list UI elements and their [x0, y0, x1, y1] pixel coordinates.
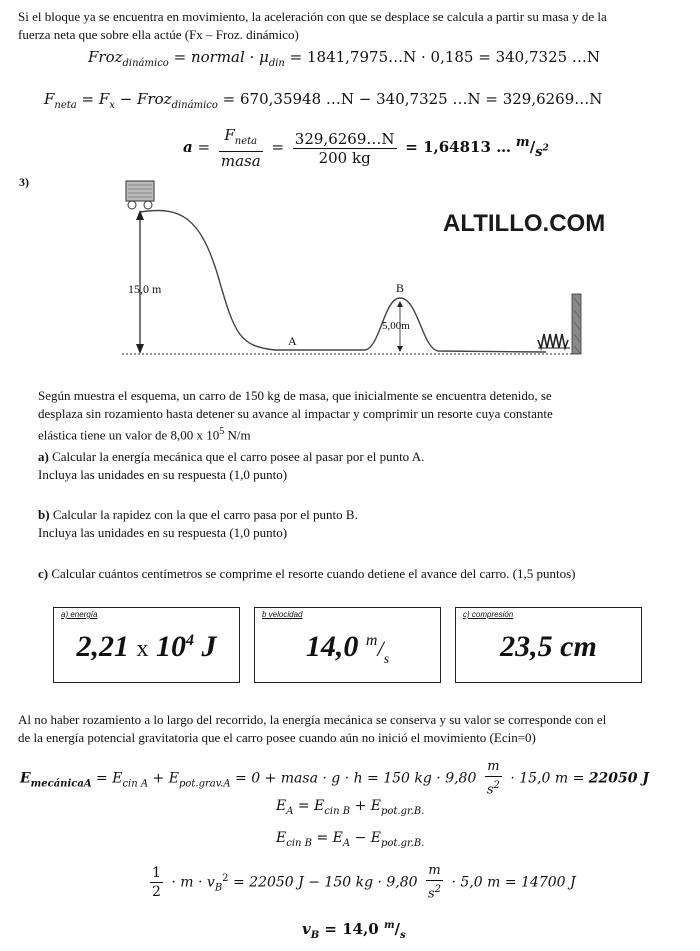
intro-line-1: Si el bloque ya se encuentra en movimiento, la aceleración con que se desplace se calcula a partir su masa y de la	[18, 9, 607, 24]
eq2-fx-sub: x	[109, 100, 115, 111]
roller-coaster-diagram	[100, 176, 600, 360]
equation-velocity-b: $v_B = 14,0$ $^m/_s$	[302, 920, 406, 941]
equation-acceleration: a = $\frac{F_{neta}}{\text{masa}}$ = $\frac{329,6269\dots N}{200 kg}$ = 1,64813 … $^m/_{s^2}$	[183, 126, 549, 170]
question-c-tag: c)	[38, 566, 49, 581]
statement-line-1: Según muestra el esquema, un carro de 150 kg de masa, que inicialmente se encuentra detenido, se	[38, 388, 552, 403]
eq2-mid: = F	[81, 90, 110, 108]
question-b	[38, 506, 688, 542]
equation-net-force	[44, 90, 602, 111]
height-label: 15,0 m	[128, 282, 162, 296]
equation-mechanical-energy: $E_{mecánicaA} = E_{cin A} + E_{pot.grav.A} = 0$ + masa · g · h = 150 kg · 9,80 $\frac{m}{s^2}$ · 15,0 m = 22050 J	[20, 759, 649, 798]
eq3-frac1-den: masa	[220, 152, 261, 170]
statement-line-2: desplaza sin rozamiento hasta detener su avance al impactar y comprimir un resorte cuya constante	[38, 406, 553, 421]
answer-box-compression	[455, 607, 642, 683]
eq3-unit-exp: 2	[542, 143, 549, 154]
spring-icon	[538, 334, 570, 348]
eq3-unit-m: m	[515, 135, 530, 150]
answer-value-energy: 2,21 x $10^4$ J	[76, 630, 217, 663]
answer-label-velocity: b velocidad	[262, 610, 303, 619]
eq3-fraction-2	[293, 130, 397, 167]
answer-box-velocity	[254, 607, 441, 683]
eq1-rhs: = 1841,7975…N · 0,185 = 340,7325 …N	[289, 48, 601, 66]
hill-height-label: 5,00m	[382, 320, 410, 332]
question-b-tag: b)	[38, 507, 50, 522]
eq3-frac2-den: 200 kg	[318, 148, 371, 167]
eq3-unit-s: s	[535, 145, 543, 160]
equation-energy-a: $E_A = E_{cin B} + E_{pot.gr.B.}$	[276, 798, 425, 817]
eq1-mid: = normal · μ	[173, 48, 269, 66]
intro-line-2: fuerza neta que sobre ella actúe (Fx – Froz. dinámico)	[18, 27, 299, 42]
solution-line-2: de la energía potencial gravitatoria que el carro posee cuando aún no inició el movimiento (Ecin=0)	[18, 730, 536, 745]
equation-kinetic-b: $E_{cin B} = E_A - E_{pot.gr.B.}$	[276, 830, 425, 849]
eq2-lhs-sub: neta	[54, 100, 77, 111]
eq1-lhs-sub: dinámico	[122, 58, 169, 69]
equation-friction	[88, 48, 600, 69]
statement-line-3: elástica tiene un valor de 8,00 x $10^5$ N/m	[38, 426, 251, 443]
problem-number: 3)	[19, 175, 29, 189]
question-b-units: Incluya las unidades en su respuesta (1,0 punto)	[38, 525, 288, 540]
eq1-lhs: Froz	[88, 48, 123, 66]
answer-value-compression: 23,5 cm	[500, 630, 597, 663]
eq3-frac1-num: F	[224, 126, 235, 144]
solution-line-1: Al no haber rozamiento a lo largo del recorrido, la energía mecánica se conserva y su valor se corresponde con el	[18, 712, 607, 727]
answer-box-energy	[53, 607, 240, 683]
statement-exponent: 5	[219, 426, 225, 437]
eq3-result: = 1,64813 …	[405, 138, 512, 156]
eq2-minus: − Froz	[119, 90, 172, 108]
question-a	[38, 448, 688, 484]
point-a-label: A	[288, 334, 297, 348]
question-b-text: Calcular la rapidez con la que el carro pasa por el punto B.	[49, 507, 358, 522]
point-b-label: B	[396, 281, 405, 295]
eq3-frac1-num-sub: neta	[234, 136, 258, 147]
cart-icon	[126, 181, 154, 209]
eq2-froz-sub: dinámico	[171, 100, 218, 111]
watermark: ALTILLO.COM	[443, 210, 606, 237]
question-a-tag: a)	[38, 449, 49, 464]
solution-paragraph	[18, 711, 698, 747]
problem-statement	[38, 387, 688, 444]
eq3-a: a	[183, 138, 193, 156]
eq2-lhs: F	[44, 90, 55, 108]
eq1-mu-sub: din	[268, 58, 285, 69]
eq3-frac2-num: 329,6269…N	[294, 129, 395, 148]
question-c	[38, 565, 688, 583]
eq2-rhs: = 670,35948 …N − 340,7325 …N = 329,6269…N	[222, 90, 603, 108]
answer-label-compression: c) compresión	[463, 610, 514, 619]
intro-paragraph	[18, 8, 698, 44]
question-a-units: Incluya las unidades en su respuesta (1,0 punto)	[38, 467, 288, 482]
eq3-fraction-1	[219, 126, 263, 170]
equation-kinetic-formula: $\frac{1}{2}$ · $m \cdot v_B^2 = 22050$ J − 150 kg · 9,80 $\frac{m}{s^2}$ · 5,0 m = 14700 J	[152, 863, 576, 902]
question-c-text: Calcular cuántos centímetros se comprime el resorte cuando detiene el avance del carro. (1,5 puntos)	[48, 566, 576, 581]
answer-value-velocity: 14,0 $^m/_s$	[305, 630, 390, 667]
answer-label-energy: a) energía	[61, 610, 98, 619]
wall	[572, 294, 581, 354]
question-a-text: Calcular la energía mecánica que el carro posee al pasar por el punto A.	[48, 449, 425, 464]
